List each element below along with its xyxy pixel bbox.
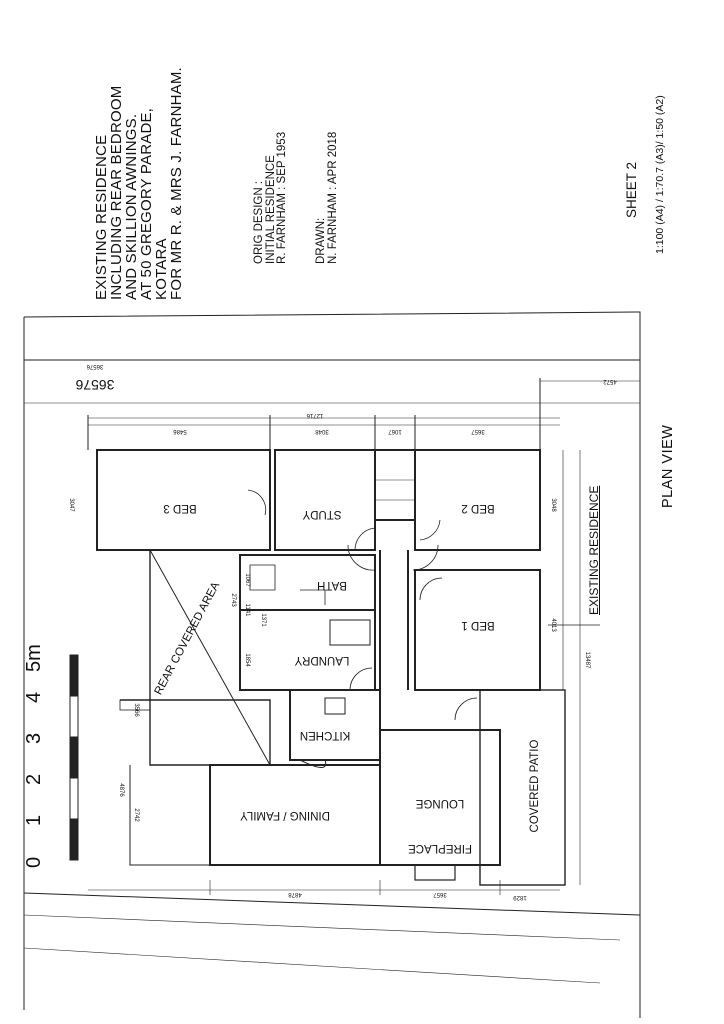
- room-label-laundry: LAUNDRY: [294, 654, 350, 666]
- drawn-heading: DRAWN:: [315, 217, 327, 264]
- scale-bar-seg: [70, 819, 78, 860]
- room-label-covered-patio: COVERED PATIO: [529, 739, 541, 833]
- existing-residence-label: EXISTING RESIDENCE: [587, 485, 601, 615]
- dim-text: 4572: [603, 378, 617, 384]
- bed2-room: [415, 450, 540, 550]
- title-line: KOTARA: [153, 238, 170, 300]
- sheet-number: SHEET 2: [624, 161, 639, 218]
- site-boundary-dim-small: 36576: [86, 363, 104, 369]
- dim-text: 1067: [244, 573, 250, 587]
- scale-tick-label: 4: [23, 691, 45, 703]
- dim-text: 1854: [244, 653, 250, 667]
- scale-tick-label: 1: [23, 814, 45, 826]
- dim-text: 5486: [173, 428, 187, 434]
- bed2-door-arc: [420, 520, 440, 540]
- bath-fixtures: [250, 565, 325, 605]
- room-label-fireplace: FIREPLACE: [408, 842, 472, 854]
- site-boundary-bottom-2: [24, 915, 620, 940]
- hallway-door-arcs: [348, 545, 438, 570]
- dim-text: 4878: [288, 891, 302, 897]
- scale-tick-label: 5m: [23, 644, 45, 672]
- site-boundary-bottom: [24, 893, 640, 915]
- dim-text: 3047: [68, 498, 74, 512]
- bathtub: [330, 620, 370, 645]
- site-boundary-bottom-3: [24, 948, 600, 983]
- patio-door-arc: [455, 698, 477, 720]
- orig-design-line: R. FARNHAM : SEP 1953: [276, 131, 288, 264]
- room-label-study: STUDY: [302, 508, 342, 520]
- study-door-arc: [355, 528, 375, 550]
- dim-bottom: [88, 880, 560, 895]
- hallway-walls: [380, 550, 408, 730]
- dim-text: 4876: [118, 783, 124, 797]
- dim-text: 13487: [584, 651, 590, 669]
- laundry-door-arc: [350, 668, 372, 690]
- hall-door: [375, 480, 415, 500]
- bath-room: [240, 555, 375, 610]
- dim-text: 12716: [306, 412, 324, 418]
- hall-entry: [375, 450, 415, 520]
- bed3-room: [97, 450, 270, 550]
- room-label-rear-covered-area: REAR COVERED AREA: [152, 580, 223, 697]
- title-line: AND SKILLION AWNINGS.: [123, 113, 140, 300]
- scale-bar-seg: [70, 655, 78, 696]
- dim-text: 3566: [133, 703, 139, 717]
- room-label-bed2: BED 2: [461, 502, 495, 514]
- scale-tick-label: 2: [23, 773, 45, 785]
- dim-text: 3657: [433, 891, 447, 897]
- room-label-kitchen: KITCHEN: [299, 729, 351, 741]
- drawn-line: N. FARNHAM : APR 2018: [326, 131, 339, 264]
- dim-text: 2743: [230, 593, 236, 607]
- bed3-door-arc: [248, 490, 266, 515]
- orig-design-line: INITIAL RESIDENCE: [264, 155, 277, 264]
- room-label-lounge: LOUNGE: [415, 797, 465, 809]
- dim-text: 3048: [550, 498, 556, 512]
- study-room: [275, 450, 375, 550]
- fireplace: [415, 865, 455, 880]
- scale-bar: [70, 655, 78, 860]
- title-line: INCLUDING REAR BEDROOM: [108, 85, 125, 300]
- room-label-bed1: BED 1: [461, 619, 495, 631]
- covered-patio: [480, 690, 565, 885]
- kitchen-room: [290, 690, 380, 760]
- room-label-bed3: BED 3: [163, 502, 197, 514]
- bed1-door-arc: [420, 578, 442, 600]
- kitchen-bench: [325, 698, 345, 714]
- dim-text: 4013: [550, 618, 556, 632]
- dim-text: 3657: [471, 428, 485, 434]
- title-line: AT 50 GREGORY PARADE,: [138, 107, 155, 300]
- dim-text: 3048: [315, 428, 329, 434]
- scale-tick-label: 3: [23, 732, 45, 744]
- plan-view-label: PLAN VIEW: [660, 424, 676, 508]
- dim-text: 2742: [133, 808, 139, 822]
- scale-note: 1:100 (A4) / 1:70.7 (A3)/ 1:50 (A2): [654, 95, 666, 254]
- dining-outer: [130, 765, 210, 865]
- dim-text: 1067: [388, 428, 402, 434]
- scale-tick-label: 0: [23, 856, 45, 868]
- title-line: FOR MR R. & MRS J. FARNHAM.: [168, 67, 185, 300]
- orig-design-heading: ORIG DESIGN :: [253, 180, 265, 264]
- kitchen-bench-curve: [300, 760, 326, 768]
- dim-text: 1371: [260, 613, 266, 627]
- dim-text: 1141: [244, 603, 250, 617]
- rear-covered-area-outline: [120, 550, 290, 765]
- site-boundary-dim: 36576: [75, 377, 115, 393]
- title-line: EXISTING RESIDENCE: [93, 134, 110, 300]
- scale-bar-seg: [70, 737, 78, 778]
- room-label-dining-family: DINING / FAMILY: [240, 809, 330, 821]
- dim-text: 1829: [513, 894, 527, 900]
- room-label-bath: BATH: [317, 579, 347, 591]
